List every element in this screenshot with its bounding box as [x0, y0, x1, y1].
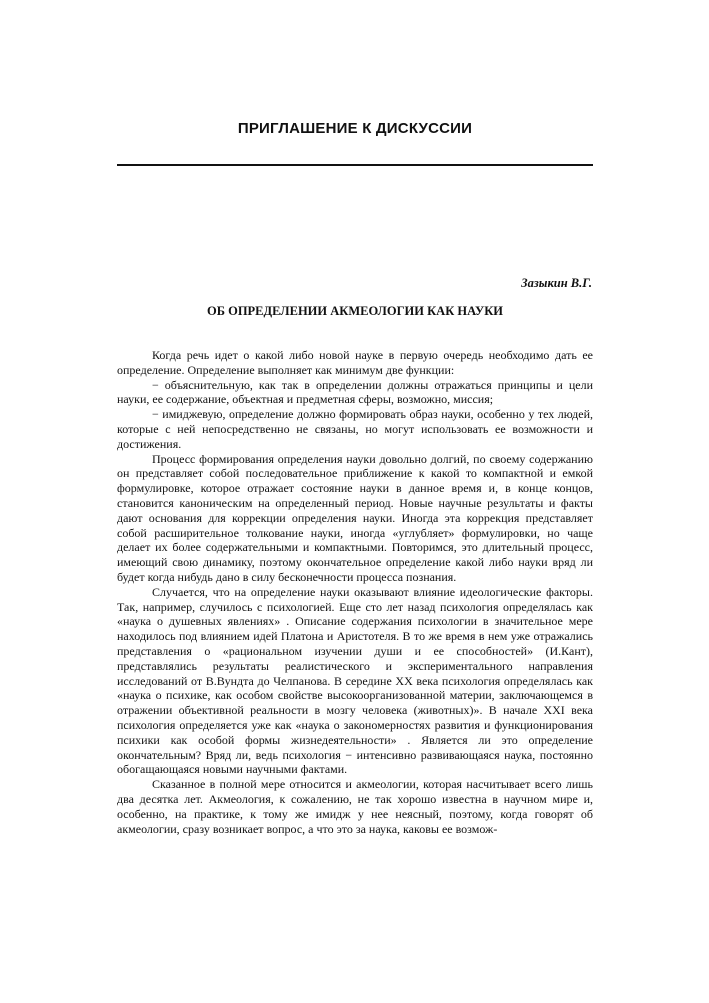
- title-divider: [117, 164, 593, 166]
- article-author: Зазыкин В.Г.: [521, 276, 592, 290]
- article-paragraph: Сказанное в полной мере относится и акмеологии, которая насчитывает всего лишь два десятка лет. Акмеология, к сожалению, не так хорошо известна в научном мире и, особенно, на практике, к тому же имидж у нее неясный, поэтому, когда говорят об акмеологии, сразу возникает вопрос, а что это за наука, каковы ее возмож-: [117, 777, 593, 836]
- article-paragraph: Когда речь идет о какой либо новой науке в первую очередь необходимо дать ее определение. Определение выполняет как минимум две функции:: [117, 348, 593, 377]
- article-title: ОБ ОПРЕДЕЛЕНИИ АКМЕОЛОГИИ КАК НАУКИ: [206, 304, 504, 318]
- article-paragraph: Случается, что на определение науки оказывают влияние идеологические факторы. Так, например, случилось с психологией. Еще сто лет назад психология определялась как «наука о душевных явлениях» . Описание содержания психологии в значительное мере находилось под влиянием идей Платона и Аристотеля. В то же время в нем уже отражались представления о «рациональном изучении души и ее способностей» (И.Кант), представлялись результаты реалистического и экспериментального направления исследований от В.Вундта до Челпанова. В середине XX века психология определялась как «наука о психике, как особом свойстве высокоорганизованной материи, заключающемся в отражении объективной реальности в мозгу человека (животных)». В начале XXI века психология определяется уже как «наука о закономерностях развития и функционирования психики как особой формы жизнедеятельности» . Является ли это определение окончательным? Вряд ли, ведь психология − интенсивно развивающаяся наука, постоянно обогащающаяся новыми научными фактами.: [117, 584, 593, 777]
- article-paragraph: − имиджевую, определение должно формировать образ науки, особенно у тех людей, которые с ней непосредственно не связаны, но могут использовать ее возможности и достижения.: [117, 407, 593, 451]
- article-paragraph: Процесс формирования определения науки довольно долгий, по своему содержанию он представляет собой последовательное приближение к какой то компактной и емкой формулировке, которое отражает состояние науки в данное время и, в конце концов, становится каноническим на определенный период. Новые научные результаты и факты дают основания для коррекции определения науки. Иногда эта коррекция представляет собой расширительное толкование науки, иногда «углубляет» формулировки, но чаще делает их более содержательными и компактными. Повторимся, это длительный процесс, имеющий свою динамику, поэтому окончательное определение какой либо науки вряд ли будет когда нибудь дано в силу бесконечности процесса познания.: [117, 451, 593, 584]
- article-paragraph: − объяснительную, как так в определении должны отражаться принципы и цели науки, ее содержание, объектная и предметная сферы, возможно, миссия;: [117, 377, 593, 407]
- section-title: ПРИГЛАШЕНИЕ К ДИСКУССИИ: [237, 120, 473, 137]
- article-body: [117, 348, 593, 836]
